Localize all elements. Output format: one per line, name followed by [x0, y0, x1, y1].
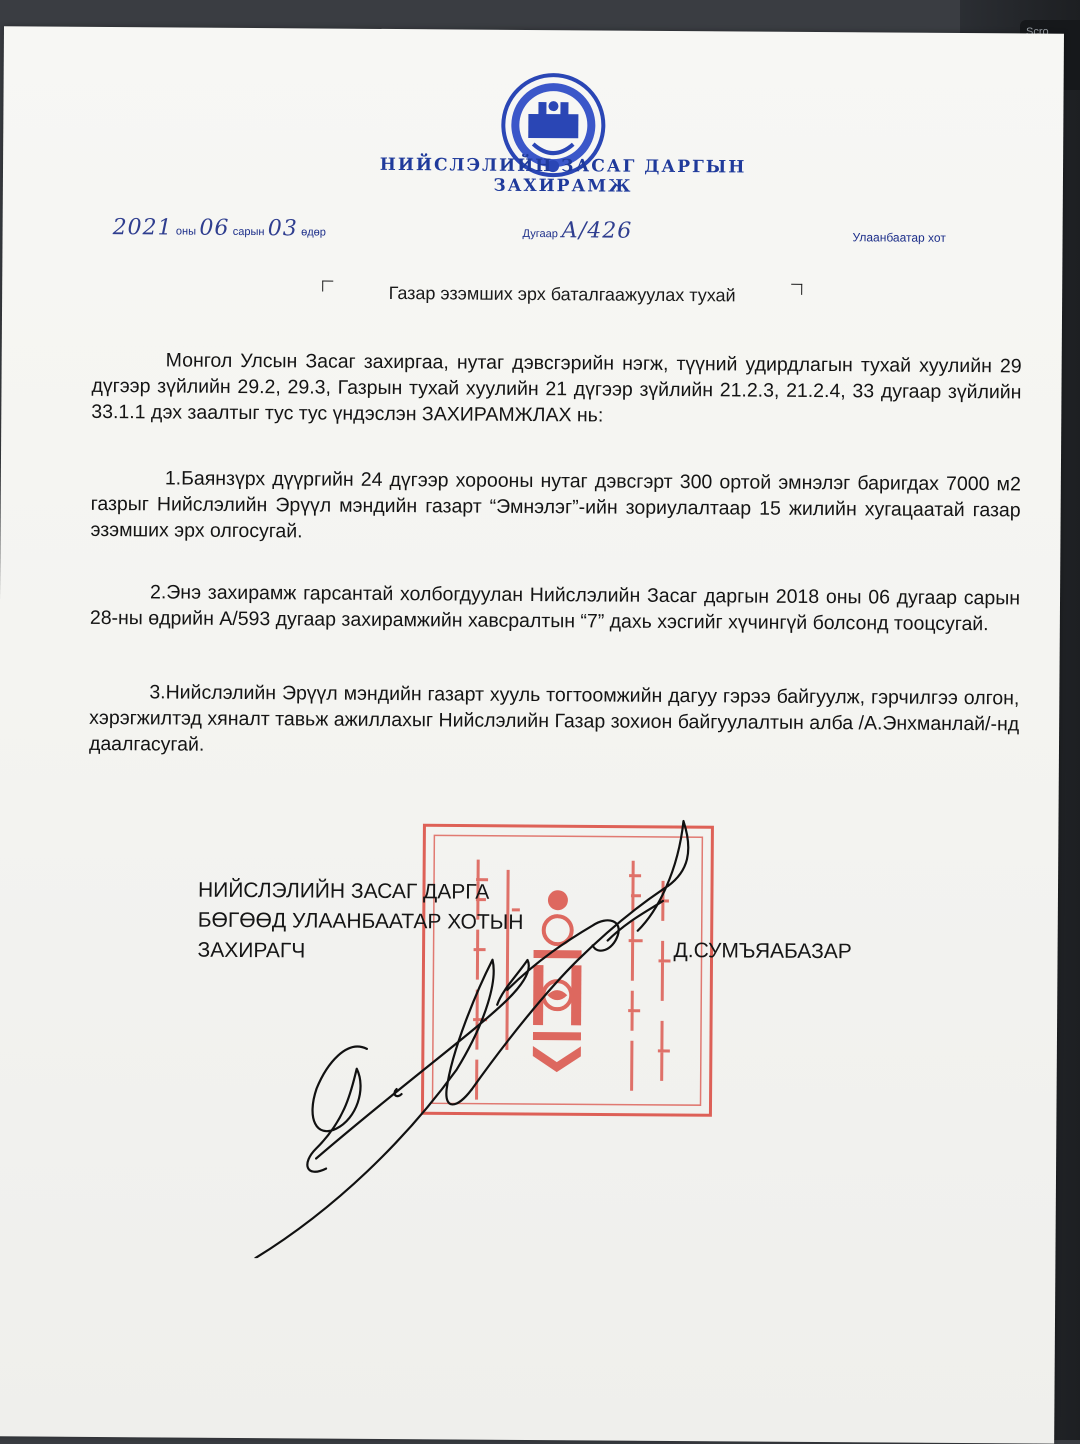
document-date: [113, 215, 326, 241]
number-label: Дугаар: [522, 227, 558, 241]
date-year: 2021: [112, 215, 173, 241]
preamble-text: Монгол Улсын Засаг захиргаа, нутаг дэвсгэрийн нэгж, түүний удирдлагын тухай хуулийн 29 дүгээр зүйлийн 29.2, 29.3, Газрын тухай хуулийн 21 дүгээр зүйлийн 21.2.3, 21.2.4, 33 дугаар зүйлийн 33.1.1 дэх заалтыг тус тус үндэслэн ЗАХИРАМЖЛАХ нь:: [91, 349, 1022, 427]
item-3-paragraph: [89, 679, 1020, 763]
item-1-text: 1.Баянзүрх дүүргийн 24 дүгээр хорооны нутаг дэвсгэрт 300 ортой эмнэлэг баригдах 7000 м2 газрыг Нийслэлийн Эрүүл мэндийн газарт “Эмнэлэг”-ийн зориулалтаар 15 жилийн хугацаатай газар эзэмших эрх олгосугай.: [90, 467, 1021, 543]
preamble-paragraph: [91, 347, 1022, 431]
year-suffix: оны: [175, 225, 197, 238]
signatory-title-line-1: НИЙСЛЭЛИЙН ЗАСАГ ДАРГА: [197, 878, 490, 904]
document-type: ЗАХИРАМЖ: [493, 175, 633, 197]
signatory-title-line-2: БӨГӨӨД УЛААНБААТАР ХОТЫН: [197, 908, 524, 934]
date-day: 03: [267, 216, 298, 242]
month-suffix: сарын: [232, 225, 265, 239]
signatory-name: Д.СУМЪЯАБАЗАР: [673, 938, 852, 964]
document-meta: [112, 215, 992, 251]
keyboard-key-label-1: Scro: [1026, 26, 1049, 38]
document-city: Улаанбаатар хот: [852, 230, 946, 245]
document-header: [303, 154, 823, 198]
date-month: 06: [199, 215, 230, 241]
document-subject: Газар эзэмших эрх баталгаажуулах тухай: [322, 283, 802, 307]
day-suffix: өдөр: [301, 226, 326, 239]
signature-icon: [245, 788, 718, 1261]
item-3-text: 3.Нийслэлийн Эрүүл мэндийн газарт хууль тогтоомжийн дагуу гэрээ байгуулж, гэрчилгээ олгон, хэрэгжилтэд хяналт тавьж ажиллахыг Нийслэлийн Газар зохион байгуулалтын алба /А.Энхманлай/-нд даалгасугай.: [88, 681, 1020, 756]
item-1-paragraph: [90, 465, 1021, 549]
document-number: [523, 218, 633, 244]
org-name: НИЙСЛЭЛИЙН ЗАСАГ ДАРГЫН: [379, 154, 747, 178]
item-2-text: 2.Энэ захирамж гарсантай холбогдуулан Нийслэлийн Засаг даргын 2018 оны 06 дугаар сарын 28-ны өдрийн А/593 дугаар захирамжийн хавсралтын “7” дахь хэсгийг хүчингүй болсонд тооцсугай.: [89, 581, 1021, 636]
item-2-paragraph: [90, 579, 1020, 637]
number-value: А/426: [561, 218, 633, 244]
signatory-title-line-3: ЗАХИРАГЧ: [197, 938, 306, 963]
document-page: [0, 26, 1064, 1443]
